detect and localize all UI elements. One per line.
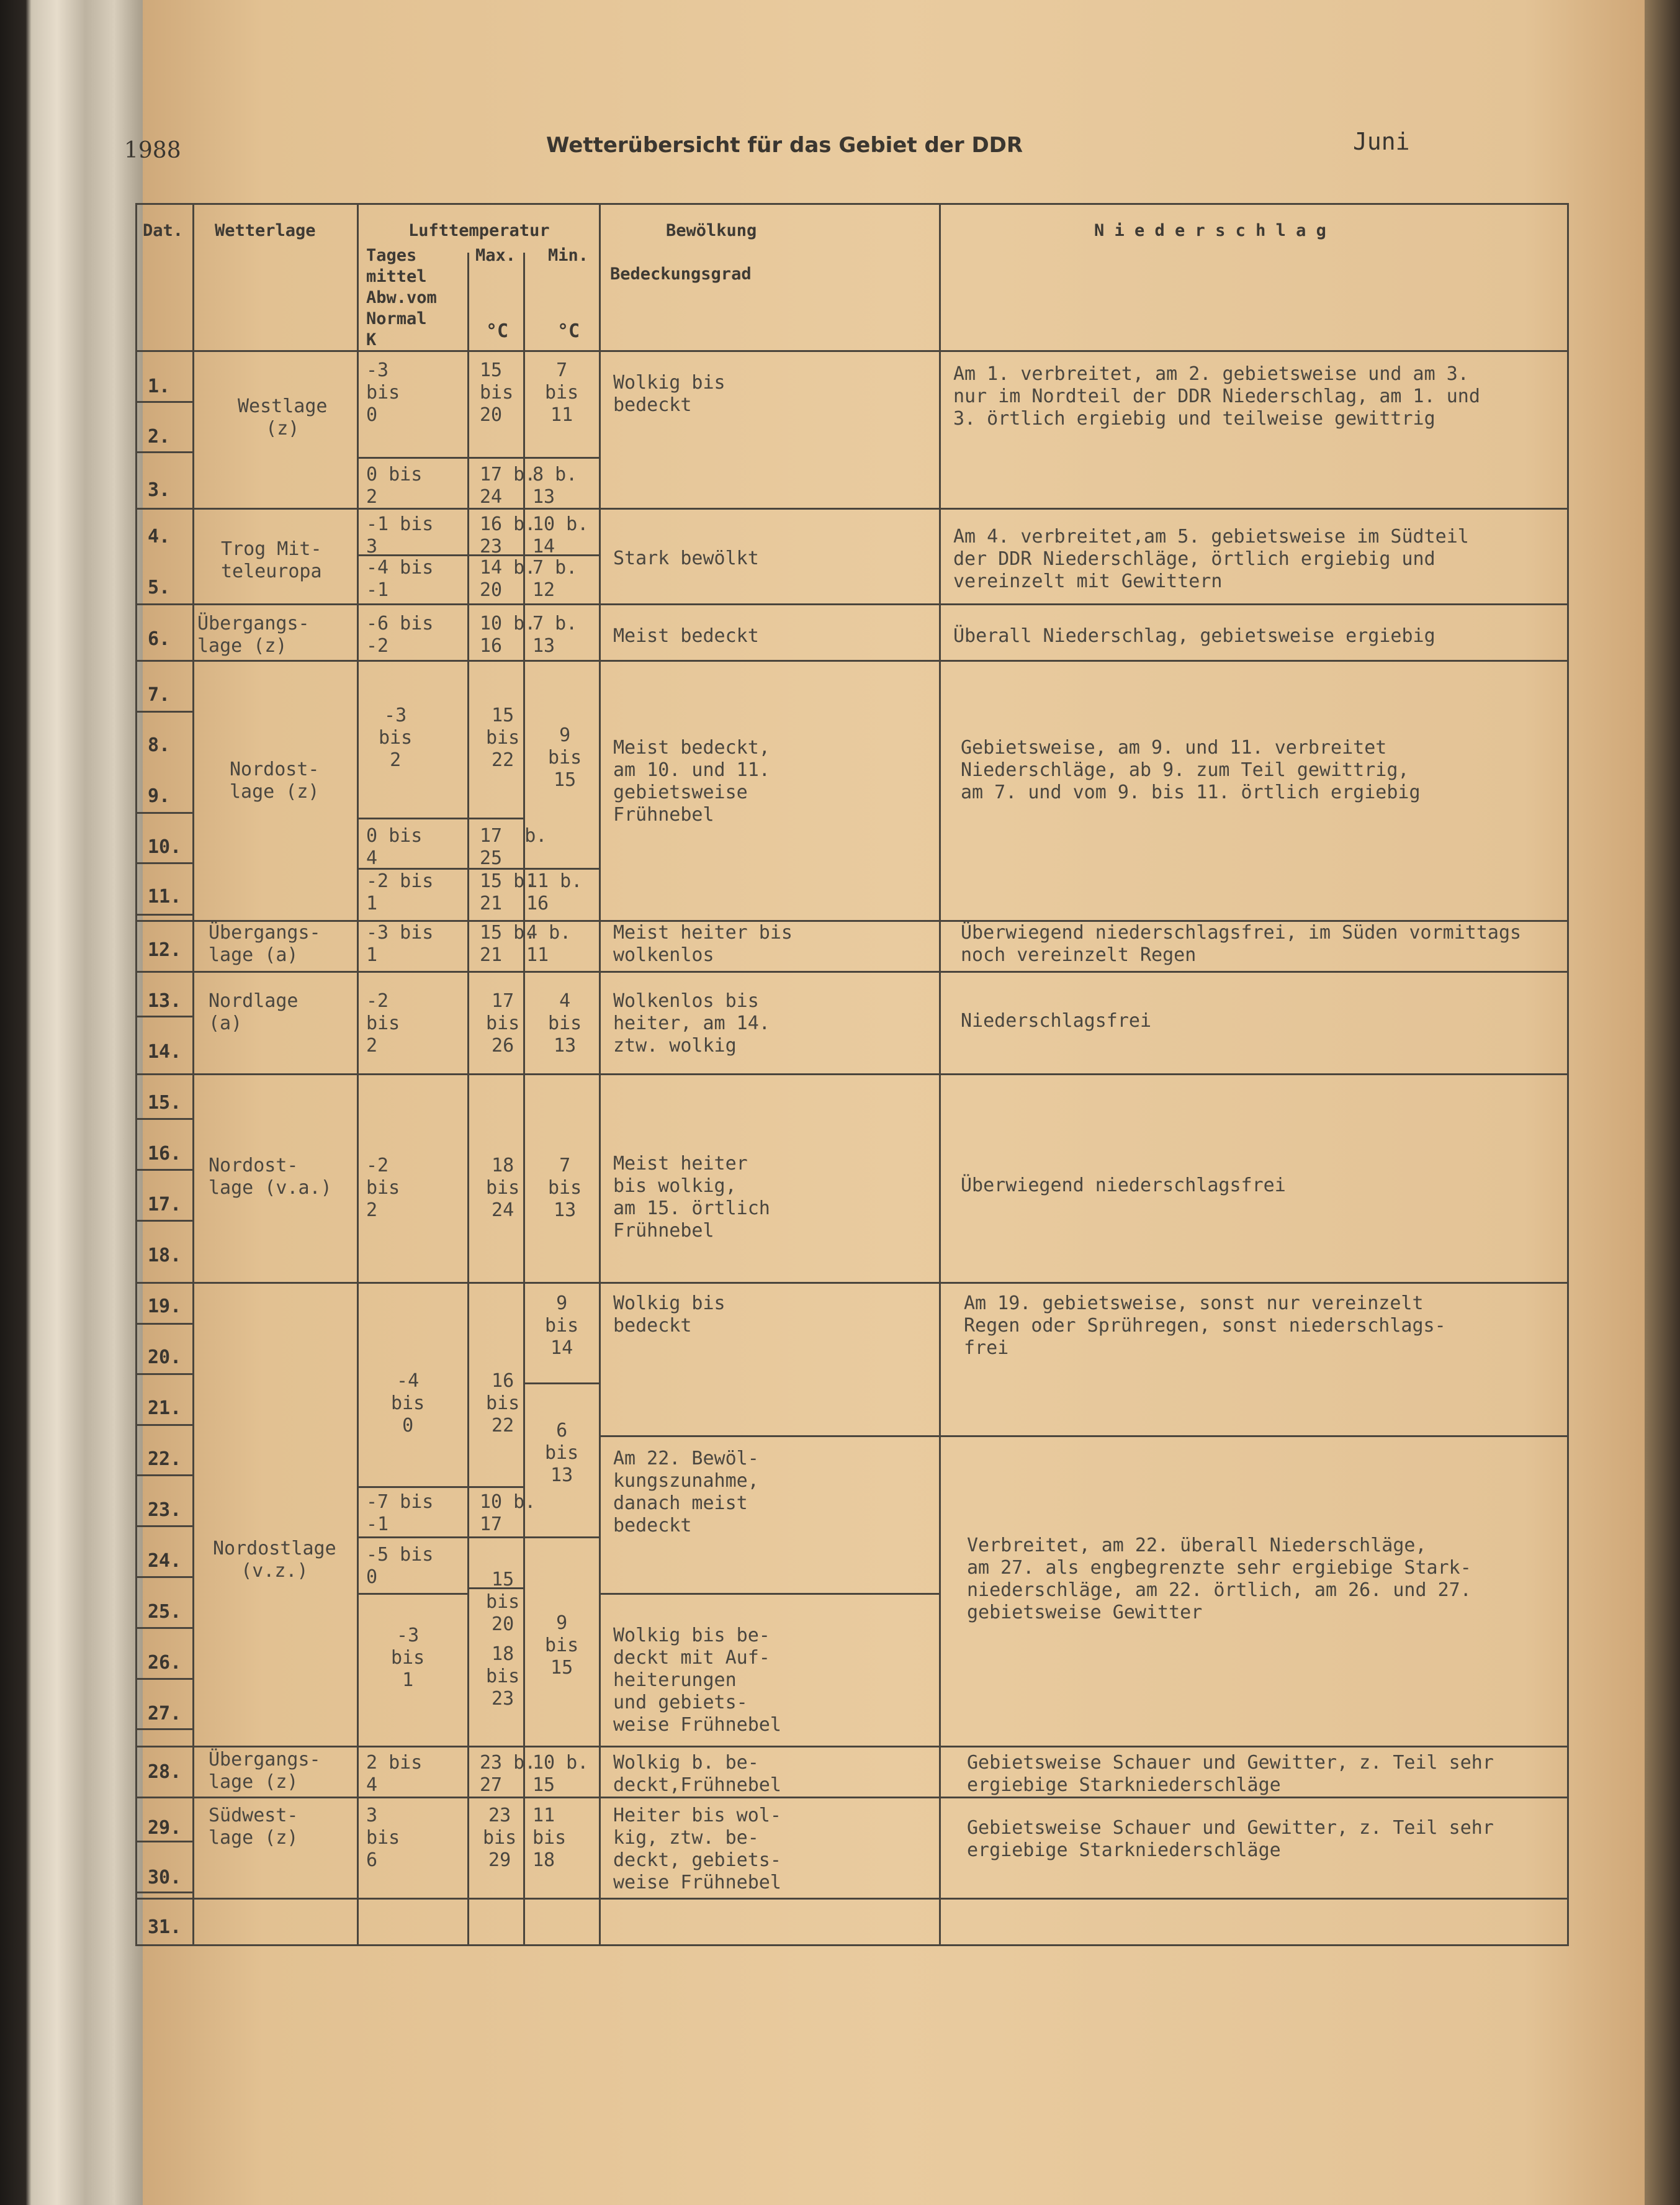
tagesmittel-cell: -3 bis 2 xyxy=(379,705,413,771)
niederschlag-cell: Gebietsweise Schauer und Gewitter, z. Teil sehr ergiebige Starkniederschläge xyxy=(967,1817,1494,1861)
wetterlage-cell: Westlage (z) xyxy=(238,395,328,440)
bewoelkung-cell: Wolkig bis bedeckt xyxy=(613,1292,725,1337)
wetterlage-cell: Südwest- lage (z) xyxy=(209,1805,299,1849)
min-cell: 11 bis 18 xyxy=(532,1805,567,1871)
niederschlag-cell: Am 19. gebietsweise, sonst nur vereinzelt Regen oder Sprühregen, sonst niederschlags- frei xyxy=(964,1292,1446,1359)
day-label: 28. xyxy=(148,1761,182,1783)
bewoelkung-cell: Stark bewölkt xyxy=(613,548,759,569)
day-label: 10. xyxy=(148,836,182,858)
niederschlag-cell: Verbreitet, am 22. überall Niederschläge, am 27. als engbegrenzte sehr ergiebige Stark- niederschläge, am 22. örtlich, am 26. und 27. gebietsweise Gewitter xyxy=(967,1535,1471,1623)
wetterlage-cell: Nordostlage (v.z.) xyxy=(213,1538,336,1582)
col-header-bewoelkung: Bewölkung xyxy=(666,221,757,240)
max-cell: 15 bis 20 xyxy=(486,1569,520,1635)
day-label: 4. xyxy=(148,526,171,548)
niederschlag-cell: Gebietsweise Schauer und Gewitter, z. Teil sehr ergiebige Starkniederschläge xyxy=(967,1752,1494,1796)
day-label: 22. xyxy=(148,1448,182,1470)
book-page-edges xyxy=(0,0,143,2205)
wetterlage-cell: Übergangs- lage (a) xyxy=(209,922,321,966)
tagesmittel-cell: -3 bis 1 xyxy=(366,922,434,966)
niederschlag-cell: Niederschlagsfrei xyxy=(961,1010,1152,1032)
tagesmittel-cell: -5 bis 0 xyxy=(366,1544,434,1588)
day-label: 11. xyxy=(148,886,182,908)
tagesmittel-cell: -4 bis -1 xyxy=(366,557,434,601)
bewoelkung-cell: Wolkig bis be- deckt mit Auf- heiterungen und gebiets- weise Frühnebel xyxy=(613,1625,781,1736)
max-cell: 15 b. 21 xyxy=(480,870,536,914)
book-spine-shadow xyxy=(1645,0,1680,2205)
min-cell: 4 bis 13 xyxy=(548,990,582,1057)
tagesmittel-cell: -2 bis 1 xyxy=(366,870,434,914)
day-label: 20. xyxy=(148,1346,182,1368)
niederschlag-cell: Am 4. verbreitet,am 5. gebietsweise im Südteil der DDR Niederschläge, örtlich ergiebig und vereinzelt mit Gewittern xyxy=(953,526,1469,592)
max-cell: 14 b. 20 xyxy=(480,557,536,601)
wetterlage-cell: Nordlage (a) xyxy=(209,990,299,1034)
day-label: 17. xyxy=(148,1194,182,1215)
day-label: 15. xyxy=(148,1092,182,1114)
day-label: 23. xyxy=(148,1499,182,1521)
day-label: 27. xyxy=(148,1703,182,1725)
min-cell: 7 b. 13 xyxy=(532,613,578,657)
min-cell: 7 b. 12 xyxy=(532,557,578,601)
tagesmittel-cell: 0 bis 2 xyxy=(366,464,423,508)
col-header-wetterlage: Wetterlage xyxy=(215,221,316,240)
max-cell: 10 b. 17 xyxy=(480,1491,536,1535)
max-cell: 15 bis 20 xyxy=(480,359,514,426)
day-label: 9. xyxy=(148,785,171,807)
weather-table xyxy=(135,203,1569,1946)
page-title: Wetterübersicht für das Gebiet der DDR xyxy=(546,133,1023,158)
tagesmittel-cell: 2 bis 4 xyxy=(366,1752,423,1796)
unit-max: °C xyxy=(486,320,509,342)
day-label: 12. xyxy=(148,939,182,961)
bewoelkung-cell: Meist heiter bis wolkig, am 15. örtlich Frühnebel xyxy=(613,1153,770,1242)
tagesmittel-cell: -2 bis 2 xyxy=(366,990,400,1057)
min-cell: 10 b. 15 xyxy=(532,1752,589,1796)
tagesmittel-cell: -1 bis 3 xyxy=(366,513,434,557)
day-label: 2. xyxy=(148,426,171,448)
col-header-tagesmittel: Tages mittel Abw.vom Normal K xyxy=(366,246,437,349)
niederschlag-cell: Überwiegend niederschlagsfrei xyxy=(961,1175,1286,1196)
min-cell: 6 bis 13 xyxy=(545,1420,579,1486)
day-label: 25. xyxy=(148,1601,182,1623)
min-cell: 7 bis 11 xyxy=(545,359,579,426)
unit-min: °C xyxy=(557,320,580,342)
min-cell: 7 bis 13 xyxy=(548,1155,582,1221)
day-label: 3. xyxy=(148,479,171,501)
max-cell: 16 b. 23 xyxy=(480,513,536,557)
day-label: 29. xyxy=(148,1817,182,1839)
min-cell: 11 b. 16 xyxy=(526,870,583,914)
bewoelkung-cell: Wolkenlos bis heiter, am 14. ztw. wolkig xyxy=(613,990,770,1057)
day-label: 8. xyxy=(148,734,171,756)
day-label: 21. xyxy=(148,1397,182,1419)
tagesmittel-cell: 0 bis 4 xyxy=(366,825,423,869)
max-cell: 18 bis 24 xyxy=(486,1155,520,1221)
day-label: 26. xyxy=(148,1652,182,1674)
max-cell: 15 b. 21 xyxy=(480,922,536,966)
niederschlag-cell: Gebietsweise, am 9. und 11. verbreitet Niederschläge, ab 9. zum Teil gewittrig, am 7. und vom 9. bis 11. örtlich ergiebig xyxy=(961,737,1421,803)
niederschlag-cell: Am 1. verbreitet, am 2. gebietsweise und am 3. nur im Nordteil der DDR Niederschlag, am 1. und 3. örtlich ergiebig und teilweise gewittrig xyxy=(953,363,1480,430)
max-cell: 15 bis 22 xyxy=(486,705,520,771)
day-label: 18. xyxy=(148,1245,182,1266)
page-month: Juni xyxy=(1353,128,1410,155)
max-cell: 18 bis 23 xyxy=(486,1643,520,1710)
wetterlage-cell: Übergangs- lage (z) xyxy=(197,613,310,657)
max-cell: 23 bis 29 xyxy=(483,1805,517,1871)
page-year: 1988 xyxy=(124,138,181,163)
max-cell: 17 b. 24 xyxy=(480,464,536,508)
col-header-date: Dat. xyxy=(143,221,184,240)
max-cell: 17 bis 26 xyxy=(486,990,520,1057)
max-cell: 17 b. 25 xyxy=(480,825,547,869)
min-cell: 9 bis 15 xyxy=(545,1612,579,1679)
bewoelkung-cell: Wolkig bis bedeckt xyxy=(613,372,725,416)
min-cell: 10 b. 14 xyxy=(532,513,589,557)
day-label: 1. xyxy=(148,376,171,397)
max-cell: 23 b. 27 xyxy=(480,1752,536,1796)
col-header-bedeckungsgrad: Bedeckungsgrad xyxy=(610,264,752,284)
day-label: 16. xyxy=(148,1143,182,1165)
tagesmittel-cell: 3 bis 6 xyxy=(366,1805,400,1871)
day-label: 24. xyxy=(148,1550,182,1572)
bewoelkung-cell: Wolkig b. be- deckt,Frühnebel xyxy=(613,1752,781,1796)
min-cell: 4 b. 11 xyxy=(526,922,572,966)
bewoelkung-cell: Meist bedeckt xyxy=(613,625,759,647)
wetterlage-cell: Nordost- lage (z) xyxy=(230,759,320,803)
min-cell: 8 b. 13 xyxy=(532,464,578,508)
tagesmittel-cell: -2 bis 2 xyxy=(366,1155,400,1221)
bewoelkung-cell: Am 22. Bewöl- kungszunahme, danach meist bedeckt xyxy=(613,1448,759,1536)
day-label: 19. xyxy=(148,1296,182,1317)
col-header-min: Min. xyxy=(548,246,589,265)
col-header-lufttemperatur: Lufttemperatur xyxy=(408,221,550,240)
tagesmittel-cell: -6 bis -2 xyxy=(366,613,434,657)
bewoelkung-cell: Meist bedeckt, am 10. und 11. gebietsweise Frühnebel xyxy=(613,737,770,826)
day-label: 30. xyxy=(148,1867,182,1888)
max-cell: 10 b. 16 xyxy=(480,613,536,657)
day-label: 14. xyxy=(148,1041,182,1063)
tagesmittel-cell: -4 bis 0 xyxy=(391,1370,425,1436)
col-header-max: Max. xyxy=(475,246,516,265)
bewoelkung-cell: Heiter bis wol- kig, ztw. be- deckt, gebiets- weise Frühnebel xyxy=(613,1805,781,1893)
tagesmittel-cell: -3 bis 0 xyxy=(366,359,400,426)
day-label: 5. xyxy=(148,577,171,598)
day-label: 7. xyxy=(148,684,171,706)
wetterlage-cell: Trog Mit- teleuropa xyxy=(221,538,322,582)
wetterlage-cell: Nordost- lage (v.a.) xyxy=(209,1155,332,1199)
max-cell: 16 bis 22 xyxy=(486,1370,520,1436)
col-header-niederschlag: N i e d e r s c h l a g xyxy=(1094,221,1326,240)
tagesmittel-cell: -7 bis -1 xyxy=(366,1491,434,1535)
min-cell: 9 bis 15 xyxy=(548,724,582,791)
bewoelkung-cell: Meist heiter bis wolkenlos xyxy=(613,922,793,966)
niederschlag-cell: Überall Niederschlag, gebietsweise ergiebig xyxy=(953,625,1435,647)
tagesmittel-cell: -3 bis 1 xyxy=(391,1625,425,1691)
niederschlag-cell: Überwiegend niederschlagsfrei, im Süden vormittags noch vereinzelt Regen xyxy=(961,922,1522,966)
day-label: 31. xyxy=(148,1916,182,1938)
day-label: 6. xyxy=(148,628,171,650)
min-cell: 9 bis 14 xyxy=(545,1292,579,1359)
wetterlage-cell: Übergangs- lage (z) xyxy=(209,1749,321,1793)
day-label: 13. xyxy=(148,990,182,1012)
